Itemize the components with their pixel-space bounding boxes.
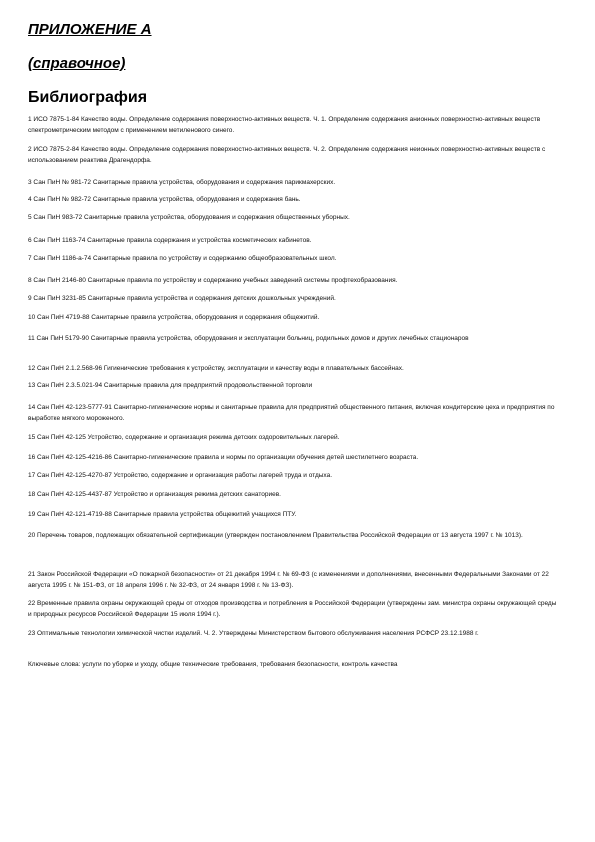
- bibliography-entry-7: 7 Сан ПиН 1186-а-74 Санитарные правила по устройству и содержанию общеобразовательных школ.: [28, 255, 337, 262]
- appendix-subtitle: (справочное): [28, 55, 126, 72]
- keywords-line: Ключевые слова: услуги по уборке и уходу, общие технические требования, требования безопасности, контроль качества: [28, 661, 398, 668]
- bibliography-entry-11: 11 Сан ПиН 5179-90 Санитарные правила устройства, оборудования и эксплуатации больниц, родильных домов и других лечебных стационаров: [28, 335, 469, 342]
- bibliography-entry-8: 8 Сан ПиН 2146-80 Санитарные правила по устройству и содержанию учебных заведений системы профтехобразования.: [28, 277, 398, 284]
- bibliography-entry-2: 2 ИСО 7875-2-84 Качество воды. Определение содержания поверхностно-активных веществ. Ч. 2. Определение содержания неионных поверхностно-активных веществ с использованием реактива Драгендорфа.: [28, 146, 546, 164]
- bibliography-entry-15: 15 Сан ПиН 42-125 Устройство, содержание и организация режима детских оздоровительных лагерей.: [28, 434, 340, 441]
- bibliography-entry-13: 13 Сан ПиН 2.3.5.021-94 Санитарные правила для предприятий продовольственной торговли: [28, 382, 313, 389]
- bibliography-entry-22: 22 Временные правила охраны окружающей среды от отходов производства и потребления в Российской Федерации (утверждены зам. министра охраны окружающей среды и природных ресурсов Российской Федерации 15 июля 1994 г.).: [28, 600, 557, 618]
- bibliography-entry-19: 19 Сан ПиН 42-121-4719-88 Санитарные правила устройства общежитий учащихся ПТУ.: [28, 511, 297, 518]
- bibliography-entry-17: 17 Сан ПиН 42-125-4270-87 Устройство, содержание и организация работы лагерей труда и отдыха.: [28, 472, 333, 479]
- bibliography-entry-18: 18 Сан ПиН 42-125-4437-87 Устройство и организация режима детских санаториев.: [28, 491, 281, 498]
- bibliography-entry-12: 12 Сан ПиН 2.1.2.568-96 Гигиенические требования к устройству, эксплуатации и качеству воды в плавательных бассейнах.: [28, 365, 404, 372]
- bibliography-entry-5: 5 Сан ПиН 983-72 Санитарные правила устройства, оборудования и содержания общественных уборных.: [28, 214, 350, 221]
- bibliography-entry-9: 9 Сан ПиН 3231-85 Санитарные правила устройства и содержания детских дошкольных учреждений.: [28, 295, 336, 302]
- bibliography-entry-21: 21 Закон Российской Федерации «О пожарной безопасности» от 21 декабря 1994 г. № 69-ФЗ (с изменениями и дополнениями, внесенными Федеральными Законами от 22 августа 1995 г. № 151-ФЗ, от 18 апреля 1996 г. № 32-ФЗ, от 24 января 1998 г. № 13-ФЗ).: [28, 571, 549, 589]
- bibliography-entry-4: 4 Сан ПиН № 982-72 Санитарные правила устройства, оборудования и содержания бань.: [28, 196, 301, 203]
- bibliography-entry-1: 1 ИСО 7875-1-84 Качество воды. Определение содержания поверхностно-активных веществ. Ч. 1. Определение содержания анионных поверхностно-активных веществ спектрометрическим методом с применением метиленового синего.: [28, 116, 541, 134]
- bibliography-heading: Библиография: [28, 89, 148, 106]
- bibliography-entry-10: 10 Сан ПиН 4719-88 Санитарные правила устройства, оборудования и содержания общежитий.: [28, 314, 320, 321]
- bibliography-entry-3: 3 Сан ПиН № 981-72 Санитарные правила устройства, оборудования и содержания парикмахерских.: [28, 179, 336, 186]
- bibliography-entry-14: 14 Сан ПиН 42-123-5777-91 Санитарно-гигиенические нормы и санитарные правила для предприятий общественного питания, включая кондитерские цеха и предприятия по выработке мягкого мороженого.: [28, 404, 555, 422]
- bibliography-entry-20: 20 Перечень товаров, подлежащих обязательной сертификации (утвержден постановлением Правительства Российской Федерации от 13 августа 1997 г. № 1013).: [28, 532, 523, 539]
- bibliography-entry-16: 16 Сан ПиН 42-125-4216-86 Санитарно-гигиенические правила и нормы по организации обучения детей шестилетнего возраста.: [28, 454, 419, 461]
- bibliography-entry-23: 23 Оптимальные технологии химической чистки изделий. Ч. 2. Утверждены Министерством бытового обслуживания населения РСФСР 23.12.1988 г.: [28, 630, 479, 637]
- appendix-title: ПРИЛОЖЕНИЕ А: [28, 21, 152, 38]
- bibliography-entry-6: 6 Сан ПиН 1163-74 Санитарные правила содержания и устройства косметических кабинетов.: [28, 237, 312, 244]
